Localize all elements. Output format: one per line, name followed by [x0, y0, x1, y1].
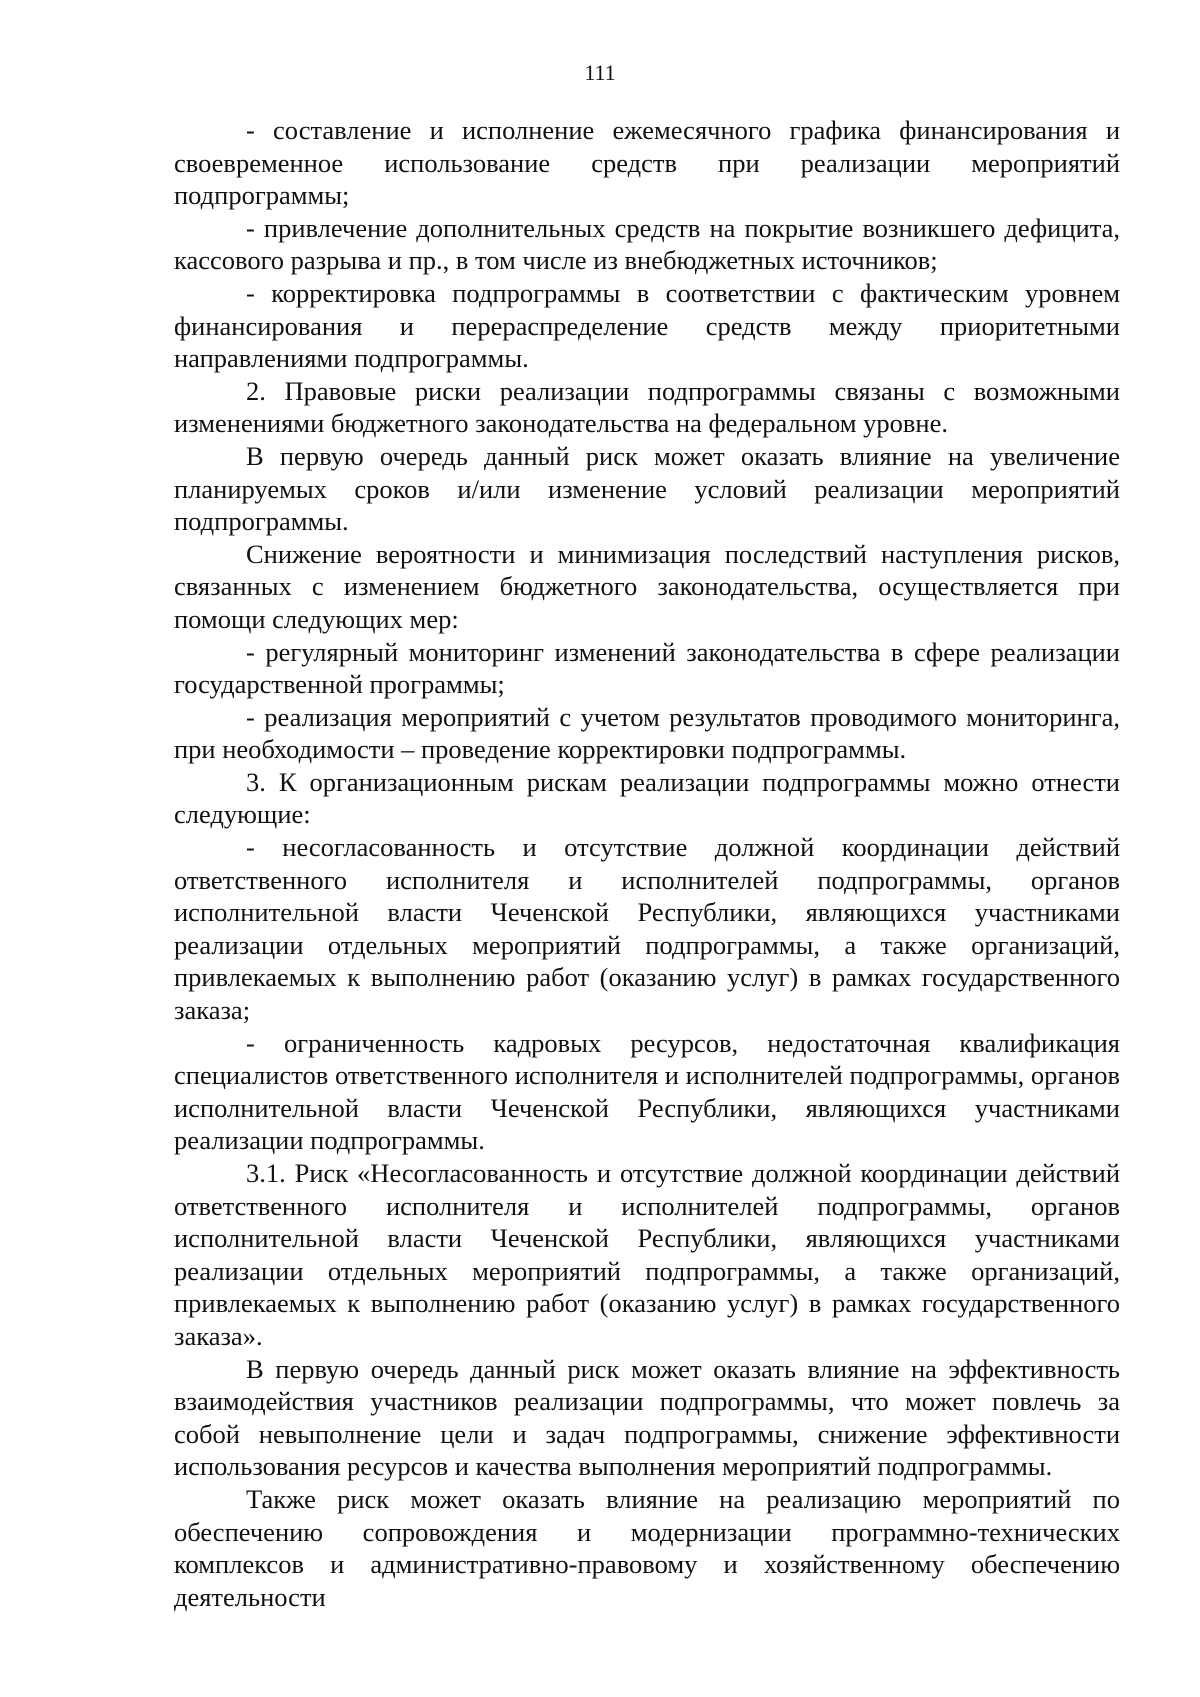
paragraph-7: - регулярный мониторинг изменений законодательства в сфере реализации государственной программы;: [174, 636, 1120, 700]
paragraph-8: - реализация мероприятий с учетом результатов проводимого мониторинга, при необходимости – проведение корректировки подпрограммы.: [174, 701, 1120, 765]
paragraph-3: - корректировка подпрограммы в соответствии с фактическим уровнем финансирования и перераспределение средств между приоритетными направлениями подпрограммы.: [174, 277, 1120, 374]
paragraph-13: В первую очередь данный риск может оказать влияние на эффективность взаимодействия участников реализации подпрограммы, что может повлечь за собой невыполнение цели и задач подпрограммы, снижение эффективности использования ресурсов и качества выполнения мероприятий подпрограммы.: [174, 1353, 1120, 1482]
paragraph-1: - составление и исполнение ежемесячного графика финансирования и своевременное использование средств при реализации мероприятий подпрограммы;: [174, 115, 1120, 211]
paragraph-9: 3. К организационным рискам реализации подпрограммы можно отнести следующие:: [174, 766, 1120, 830]
paragraph-5: В первую очередь данный риск может оказать влияние на увеличение планируемых сроков и/или изменение условий реализации мероприятий подпрограммы.: [174, 440, 1120, 537]
paragraph-11: - ограниченность кадровых ресурсов, недостаточная квалификация специалистов ответственного исполнителя и исполнителей подпрограммы, органов исполнительной власти Чеченской Республики, являющихся участниками реализации подпрограммы.: [174, 1027, 1120, 1156]
paragraph-14: Также риск может оказать влияние на реализацию мероприятий по обеспечению сопровождения и модернизации программно-технических комплексов и административно-правовому и хозяйственному обеспечению деятельности: [174, 1483, 1120, 1612]
paragraph-10: - несогласованность и отсутствие должной координации действий ответственного исполнителя и исполнителей подпрограммы, органов исполнительной власти Чеченской Республики, являющихся участниками реализации отдельных мероприятий подпрограммы, а также организаций, привлекаемых к выполнению работ (оказанию услуг) в рамках государственного заказа;: [174, 832, 1120, 1026]
paragraph-2: - привлечение дополнительных средств на покрытие возникшего дефицита, кассового разрыва и пр., в том числе из внебюджетных источников;: [174, 212, 1120, 276]
page-number: 111: [584, 60, 616, 85]
paragraph-12: 3.1. Риск «Несогласованность и отсутствие должной координации действий ответственного исполнителя и исполнителей подпрограммы, органов исполнительной власти Чеченской Республики, являющихся участниками реализации отдельных мероприятий подпрограммы, а также организаций, привлекаемых к выполнению работ (оказанию услуг) в рамках государственного заказа».: [174, 1158, 1120, 1351]
paragraph-6: Снижение вероятности и минимизация последствий наступления рисков, связанных с изменением бюджетного законодательства, осуществляется при помощи следующих мер:: [174, 538, 1120, 634]
paragraph-4: 2. Правовые риски реализации подпрограммы связаны с возможными изменениями бюджетного законодательства на федеральном уровне.: [174, 375, 1120, 439]
document-body: [174, 114, 1120, 1613]
